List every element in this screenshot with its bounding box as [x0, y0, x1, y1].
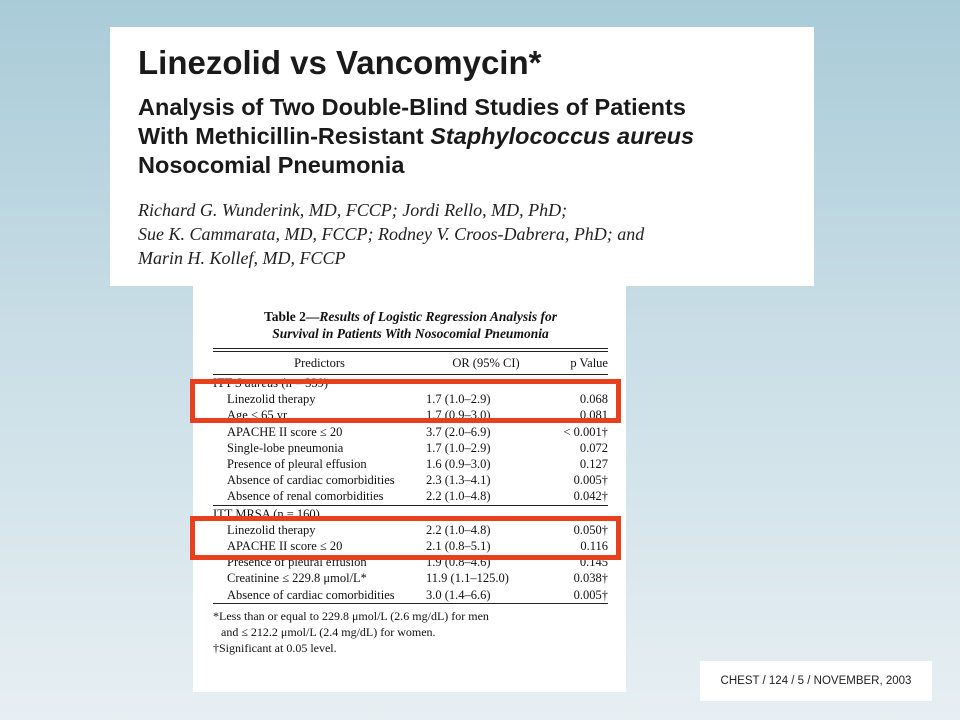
table-bottom-rule — [213, 603, 608, 604]
paper-header — [110, 27, 814, 286]
subtitle-line-1: Analysis of Two Double-Blind Studies of Patients — [138, 94, 686, 120]
footnote-significance: †Significant at 0.05 level. — [213, 640, 337, 655]
header-or: OR (95% CI) — [452, 356, 520, 370]
results-table-panel — [193, 286, 626, 692]
predictor-cell: Presence of pleural effusion — [227, 555, 367, 570]
group-label-prefix: ITT — [213, 376, 236, 391]
group-label-organism: S aureus — [235, 376, 279, 391]
authors-line-2: Sue K. Cammarata, MD, FCCP; Rodney V. Croos-Dabrera, PhD; and — [138, 224, 645, 244]
table-row — [213, 472, 608, 488]
paper-title: Linezolid vs Vancomycin* — [138, 44, 542, 81]
table-row — [213, 456, 608, 472]
or-cell: 2.1 (0.8–5.1) — [426, 538, 491, 553]
table-row — [213, 488, 608, 505]
predictor-cell: Absence of renal comorbidities — [227, 489, 384, 504]
table-row — [213, 424, 608, 440]
or-cell: 11.9 (1.1–125.0) — [426, 571, 509, 586]
p-value-cell: 0.005† — [573, 587, 608, 602]
or-cell: 1.6 (0.9–3.0) — [426, 457, 491, 472]
authors-line-3: Marin H. Kollef, MD, FCCP — [138, 248, 346, 268]
predictor-cell: Single-lobe pneumonia — [227, 440, 344, 455]
or-cell: 2.3 (1.3–4.1) — [426, 473, 491, 488]
predictor-cell: Linezolid therapy — [227, 522, 316, 537]
table-caption — [213, 308, 608, 342]
or-cell: 1.7 (0.9–3.0) — [426, 408, 491, 423]
p-value-cell: 0.005† — [573, 473, 608, 488]
table-footnotes — [213, 608, 608, 656]
p-value-cell: < 0.001† — [563, 424, 608, 439]
journal-citation: CHEST / 124 / 5 / NOVEMBER, 2003 — [700, 661, 932, 701]
predictor-cell: Linezolid therapy — [227, 392, 316, 407]
footnote-creatinine-1: *Less than or equal to 229.8 μmol/L (2.6 mg/dL) for men — [213, 608, 489, 623]
table-row — [213, 440, 608, 456]
authors-line-1: Richard G. Wunderink, MD, FCCP; Jordi Rello, MD, PhD; — [138, 200, 568, 220]
p-value-cell: 0.068 — [579, 392, 608, 407]
header-p-value: p Value — [570, 356, 608, 370]
or-cell: 1.7 (1.0–2.9) — [426, 440, 491, 455]
or-cell: 1.7 (1.0–2.9) — [426, 392, 491, 407]
or-cell: 3.0 (1.4–6.6) — [426, 587, 491, 602]
or-cell: 2.2 (1.0–4.8) — [426, 522, 491, 537]
highlight-box-s-aureus-linezolid — [190, 379, 621, 423]
paper-subtitle — [138, 93, 814, 180]
p-value-cell: 0.116 — [580, 538, 608, 553]
caption-line-2: Survival in Patients With Nosocomial Pneumonia — [272, 326, 549, 341]
subtitle-line-2-text: With Methicillin-Resistant — [138, 123, 431, 149]
p-value-cell: 0.081 — [579, 408, 608, 423]
subtitle-line-2 — [138, 122, 814, 151]
caption-text-1: Results of Logistic Regression Analysis for — [319, 309, 558, 324]
predictor-cell: APACHE II score ≤ 20 — [227, 424, 343, 439]
p-value-cell: 0.072 — [579, 440, 608, 455]
p-value-cell: 0.127 — [579, 457, 608, 472]
author-list — [138, 198, 814, 270]
p-value-cell: 0.145 — [579, 555, 608, 570]
p-value-cell: 0.042† — [573, 489, 608, 504]
predictor-cell: Absence of cardiac comorbidities — [227, 587, 395, 602]
footnote-creatinine-2: and ≤ 212.2 μmol/L (2.4 mg/dL) for women. — [221, 624, 436, 639]
group-label: ITT MRSA (n = 160) — [213, 505, 608, 522]
header-predictors: Predictors — [294, 356, 345, 370]
p-value-cell: 0.050† — [573, 522, 608, 537]
caption-line-1 — [213, 308, 608, 325]
table-row — [213, 570, 608, 586]
predictor-cell: Presence of pleural effusion — [227, 457, 367, 472]
group-label-n: (n = 339) — [278, 376, 329, 391]
predictor-cell: Age < 65 yr — [227, 408, 288, 423]
predictor-cell: Creatinine ≤ 229.8 μmol/L* — [227, 571, 367, 586]
table-header-row — [213, 352, 608, 375]
or-cell: 3.7 (2.0–6.9) — [426, 424, 491, 439]
or-cell: 2.2 (1.0–4.8) — [426, 489, 491, 504]
predictor-cell: Absence of cardiac comorbidities — [227, 473, 395, 488]
p-value-cell: 0.038† — [573, 571, 608, 586]
predictor-cell: APACHE II score ≤ 20 — [227, 538, 343, 553]
highlight-box-mrsa-linezolid — [190, 516, 621, 560]
table-row — [213, 586, 608, 602]
subtitle-line-3: Nosocomial Pneumonia — [138, 152, 405, 178]
caption-prefix: Table 2— — [263, 309, 320, 324]
or-cell: 1.9 (0.8–4.6) — [426, 555, 491, 570]
subtitle-organism: Staphylococcus aureus — [430, 123, 695, 149]
